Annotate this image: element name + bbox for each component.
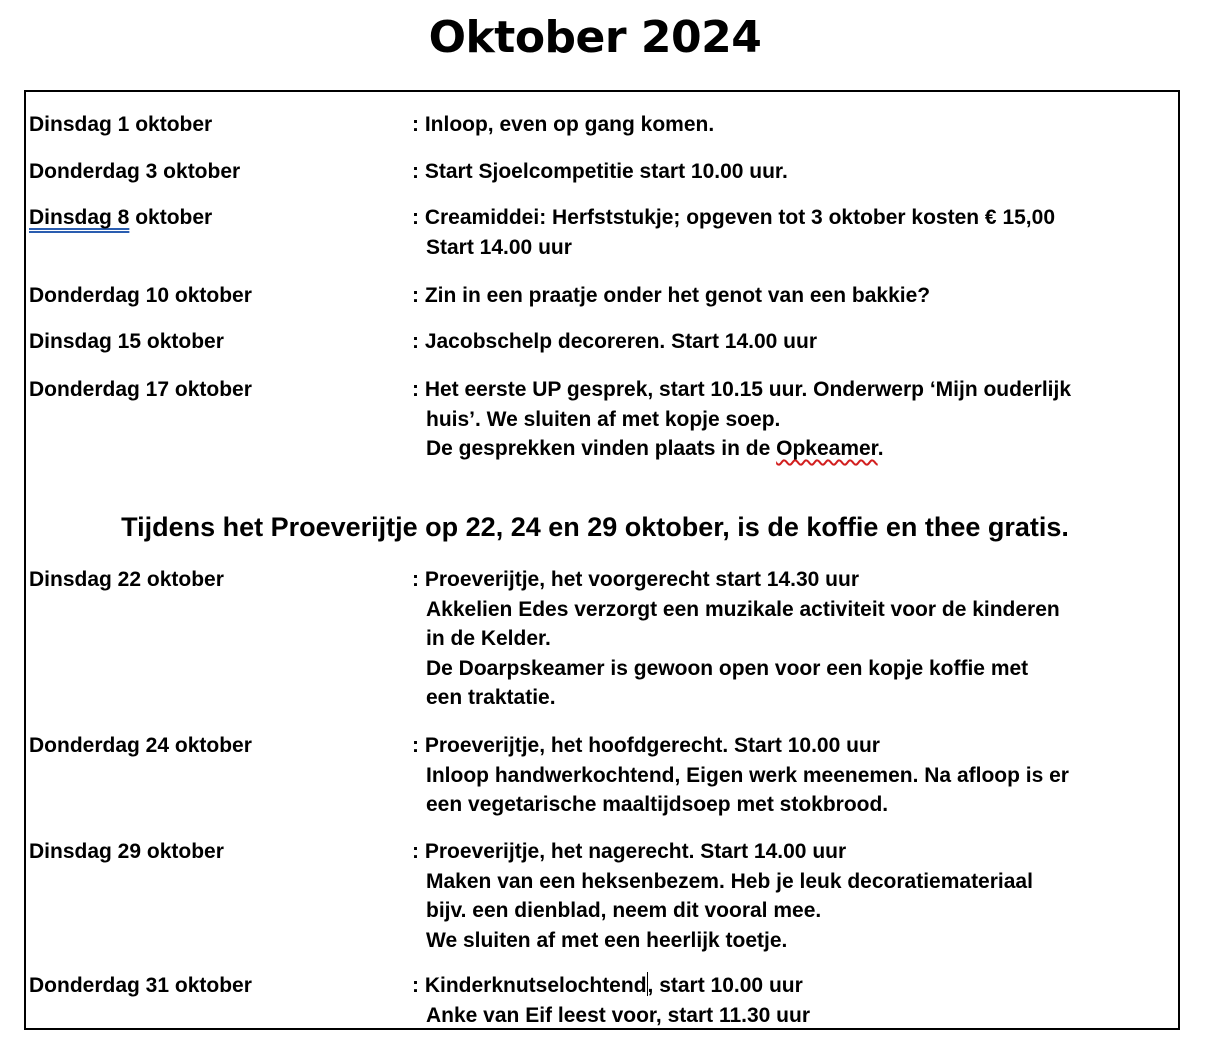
entry-line: : Proeverijtje, het hoofdgerecht. Start 10.00 uur (412, 734, 880, 757)
entry-line: een vegetarische maaltijdsoep met stokbrood. (426, 793, 889, 816)
entry-date (29, 203, 212, 233)
entry-description (412, 971, 1182, 1030)
page-title: Oktober 2024 (428, 12, 762, 63)
entry-line-text: De gesprekken vinden plaats in de (426, 437, 777, 460)
entry-description (412, 837, 1182, 955)
entry-line (412, 971, 1182, 1001)
entry-line: De Doarpskeamer is gewoon open voor een kopje koffie met (426, 656, 1029, 680)
entry-line: in de Kelder. (426, 627, 551, 650)
entry-line: Akkelien Edes verzorgt een muzikale activiteit voor de kinderen (426, 597, 1060, 621)
entry-description (412, 281, 1182, 311)
entry-date: Dinsdag 1 oktober (29, 113, 213, 136)
entry-description (412, 203, 1182, 262)
entry-line-text: : Kinderknutselochtend (412, 974, 647, 997)
spelling-underlined-word[interactable]: Opkeamer (776, 437, 878, 460)
entry-date: Dinsdag 15 oktober (29, 330, 224, 353)
entry-date: Donderdag 31 oktober (29, 974, 252, 997)
entry-date: Donderdag 3 oktober (29, 160, 241, 183)
entry-line: : Creamiddei: Herfststukje; opgeven tot 3 oktober kosten € 15,00 (412, 206, 1056, 229)
entry-description (412, 327, 1182, 357)
entry-date: Donderdag 10 oktober (29, 284, 252, 307)
entry-description (412, 731, 1182, 820)
entry-line (412, 434, 1182, 464)
entry-line: : Proeverijtje, het nagerecht. Start 14.00 uur (412, 840, 847, 863)
entry-description (412, 375, 1182, 464)
entry-line: : Zin in een praatje onder het genot van een bakkie? (412, 284, 931, 307)
entry-date: Donderdag 24 oktober (29, 734, 252, 757)
entry-line: Anke van Eif leest voor, start 11.30 uur (426, 1003, 810, 1027)
entry-line: huis’. We sluiten af met kopje soep. (426, 407, 781, 431)
entry-line: : Het eerste UP gesprek, start 10.15 uur. Onderwerp ‘Mijn ouderlijk (412, 378, 1071, 401)
entry-line: Start 14.00 uur (426, 235, 572, 259)
entry-line: : Start Sjoelcompetitie start 10.00 uur. (412, 160, 788, 183)
entry-line-text: , start 10.00 uur (647, 974, 803, 997)
entry-date-suffix: oktober (129, 206, 213, 229)
notice-banner: Tijdens het Proeverijtje op 22, 24 en 29 oktober, is de koffie en thee gratis. (121, 512, 1069, 542)
entry-line: We sluiten af met een heerlijk toetje. (426, 928, 788, 952)
entry-line: een traktatie. (426, 686, 556, 709)
entry-line: bijv. een dienblad, neem dit vooral mee. (426, 899, 822, 922)
grammar-underlined-text[interactable]: Dinsdag 8 (29, 206, 130, 229)
entry-line: : Proeverijtje, het voorgerecht start 14.30 uur (412, 568, 859, 591)
entry-description (412, 565, 1182, 713)
entry-line: : Jacobschelp decoreren. Start 14.00 uur (412, 330, 817, 353)
entry-line: Inloop handwerkochtend, Eigen werk meenemen. Na afloop is er (426, 763, 1069, 787)
entry-line-text: . (877, 437, 884, 460)
entry-date: Donderdag 17 oktober (29, 378, 252, 401)
entry-date: Dinsdag 22 oktober (29, 568, 224, 591)
entry-date: Dinsdag 29 oktober (29, 840, 224, 863)
entry-description (412, 110, 1182, 140)
entry-line: Maken van een heksenbezem. Heb je leuk decoratiemateriaal (426, 869, 1033, 893)
entry-description (412, 157, 1182, 187)
entry-line: : Inloop, even op gang komen. (412, 113, 715, 136)
